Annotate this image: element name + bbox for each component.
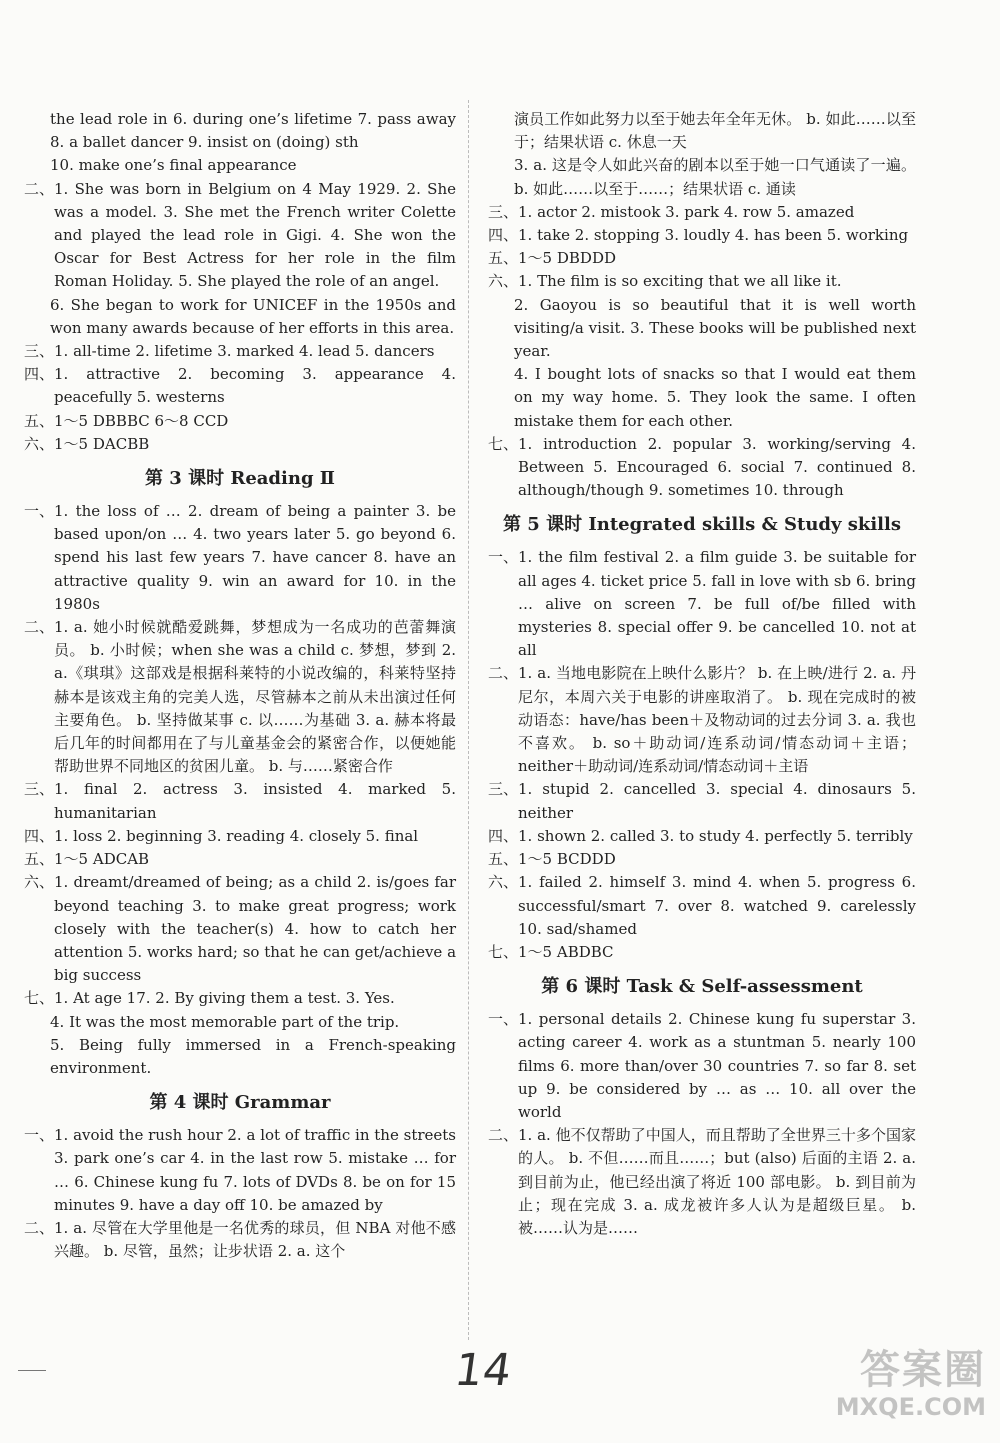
answer-row	[488, 433, 916, 503]
left-column	[24, 108, 456, 1263]
answer-text: 1～5 DBDDD	[518, 249, 616, 268]
watermark-url: MXQE.COM	[835, 1393, 986, 1421]
answer-text: 1～5 ABDBC	[518, 942, 614, 961]
answer-text: 1. At age 17. 2. By giving them a test. 3. Yes.	[54, 989, 395, 1008]
answer-text: 1. a. 当地电影院在上映什么影片？ b. 在上映/进行 2. a. 丹尼尔，本周六关于电影的讲座取消了。 b. 现在完成时的被动语态：have/has been＋及物动词的过去分词 3. a. 我也不喜欢。 b. so＋助动词/连系动词/情态动词＋主语；neither＋助动词/连系动词/情态动词＋主语	[518, 664, 916, 776]
answer-row	[488, 108, 916, 154]
answer-text: 1～5 DBBBC 6～8 CCD	[54, 411, 229, 430]
answer-text: 4. It was the most memorable part of the trip.	[50, 1012, 400, 1031]
watermark	[786, 1347, 986, 1429]
answer-row	[488, 1124, 916, 1240]
section-heading: 第 3 课时 Reading Ⅱ	[145, 468, 335, 490]
answer-row	[24, 410, 456, 433]
answer-row	[24, 433, 456, 456]
question-number: 五、	[24, 850, 55, 869]
answer-text: 1. failed 2. himself 3. mind 4. when 5. progress 6. successful/smart 7. over 8. watched 9. carelessly 10. sad/shamed	[518, 873, 916, 938]
answer-text: 1. shown 2. called 3. to study 4. perfectly 5. terribly	[518, 826, 913, 845]
question-number: 七、	[24, 989, 55, 1008]
answer-text: 1. all-time 2. lifetime 3. marked 4. lead 5. dancers	[54, 342, 435, 361]
answer-text: 1. avoid the rush hour 2. a lot of traffic in the streets 3. park one’s car 4. in the last row 5. mistake … for … 6. Chinese kung fu 7. lots of DVDs 8. be on for 15 minutes 9. have a day off 10. be amazed by	[54, 1126, 456, 1214]
answer-row	[24, 1011, 456, 1034]
answer-text: 1～5 ADCAB	[54, 850, 150, 869]
answer-row	[24, 848, 456, 871]
answer-text: 1. final 2. actress 3. insisted 4. marked 5. humanitarian	[54, 780, 456, 822]
question-number: 七、	[488, 434, 519, 453]
answer-row	[24, 616, 456, 778]
answer-row	[24, 500, 456, 616]
page-number: 14	[451, 1345, 515, 1396]
answer-row	[488, 1008, 916, 1124]
question-number: 二、	[24, 1218, 55, 1237]
answer-row	[488, 871, 916, 941]
question-number: 五、	[24, 411, 55, 430]
answer-row	[24, 1034, 456, 1080]
answer-text: 1. introduction 2. popular 3. working/serving 4. Between 5. Encouraged 6. social 7. continued 8. although/though 9. sometimes 10. through	[518, 434, 916, 500]
answer-row	[24, 871, 456, 987]
question-number: 一、	[488, 1010, 519, 1029]
answer-text: 10. make one’s final appearance	[50, 156, 297, 175]
section-heading: 第 5 课时 Integrated skills & Study skills	[503, 514, 901, 536]
answer-text: 1. The film is so exciting that we all like it.	[518, 272, 842, 291]
section-heading: 第 4 课时 Grammar	[149, 1092, 331, 1114]
answer-row	[488, 848, 916, 871]
column-divider	[468, 100, 469, 1340]
answer-text: 4. I bought lots of snacks so that I would eat them on my way home. 5. They look the same. I often mistake them for each other.	[514, 365, 916, 430]
answer-row	[488, 941, 916, 964]
answer-text: 1. personal details 2. Chinese kung fu superstar 3. acting career 4. work as a stuntman 5. nearly 100 films 6. more than/over 30 countries 7. so far 8. set up 9. be considered by … as … 10. all over the world	[518, 1010, 916, 1121]
answer-row	[24, 178, 456, 294]
answer-text: the lead role in 6. during one’s lifetime 7. pass away 8. a ballet dancer 9. insist on (doing) sth	[50, 110, 456, 152]
answer-row	[488, 201, 916, 224]
question-number: 一、	[24, 1126, 55, 1145]
watermark-logo: 答案圈	[860, 1347, 986, 1393]
answer-text: 1. a. 他不仅帮助了中国人，而且帮助了全世界三十多个国家的人。 b. 不但……而且……；but (also) 后面的主语 2. a. 到目前为止，他已经出演了将近 100 部电影。 b. 到目前为止；现在完成 3. a. 成龙被许多人认为是超级巨星。 b. 被……认为是……	[518, 1126, 916, 1237]
answer-row	[488, 294, 916, 364]
answer-text: 1. the loss of … 2. dream of being a painter 3. be based upon/on … 4. two years later 5. go beyond 6. spend his last few years 7. have cancer 8. have an attractive quality 9. win an award for 10. in the 1980s	[54, 502, 456, 613]
question-number: 六、	[488, 272, 519, 291]
question-number: 四、	[24, 826, 55, 845]
answer-text: 1. take 2. stopping 3. loudly 4. has been 5. working	[518, 226, 909, 245]
question-number: 三、	[488, 780, 519, 799]
answer-row	[24, 1124, 456, 1217]
question-number: 六、	[24, 434, 55, 453]
answer-row	[24, 363, 456, 409]
question-number: 一、	[24, 502, 55, 521]
right-column	[488, 108, 916, 1240]
question-number: 四、	[488, 226, 519, 245]
question-number: 五、	[488, 249, 519, 268]
answer-row	[24, 1217, 456, 1263]
question-number: 七、	[488, 942, 519, 961]
question-number: 三、	[24, 780, 55, 799]
answer-row	[24, 340, 456, 363]
answer-row	[488, 247, 916, 270]
answer-row	[24, 154, 456, 177]
answer-text: 1～5 DACBB	[54, 434, 150, 453]
question-number: 六、	[24, 873, 55, 892]
question-number: 四、	[24, 365, 55, 384]
answer-text: 1. She was born in Belgium on 4 May 1929. 2. She was a model. 3. She met the French writer Colette and played the lead role in Gigi. 4. She won the Oscar for Best Actress for her role in the film Roman Holiday. 5. She played the role of an angel.	[54, 179, 456, 291]
answer-text: 1. actor 2. mistook 3. park 4. row 5. amazed	[518, 202, 855, 221]
section-heading: 第 6 课时 Task & Self-assessment	[541, 976, 863, 998]
answer-row	[24, 778, 456, 824]
answer-text: 1. a. 尽管在大学里他是一名优秀的球员，但 NBA 对他不感兴趣。 b. 尽管，虽然；让步状语 2. a. 这个	[54, 1218, 456, 1261]
question-number: 二、	[488, 1126, 519, 1145]
answer-row	[24, 825, 456, 848]
answer-text: 1. attractive 2. becoming 3. appearance 4. peacefully 5. westerns	[54, 365, 456, 407]
question-number: 四、	[488, 826, 519, 845]
question-number: 三、	[488, 202, 519, 221]
question-number: 一、	[488, 548, 519, 567]
answer-row	[488, 662, 916, 778]
answer-row	[24, 108, 456, 154]
question-number: 二、	[488, 664, 519, 683]
answer-text: 5. Being fully immersed in a French-speaking environment.	[50, 1035, 456, 1077]
answer-row	[488, 363, 916, 433]
answer-text: 1. dreamt/dreamed of being; as a child 2. is/goes far beyond teaching 3. to make great progress; work closely with the teacher(s) 4. how to catch her attention 5. works hard; so that he can get/achieve a big success	[54, 873, 457, 985]
answer-text: 1. a. 她小时候就酷爱跳舞，梦想成为一名成功的芭蕾舞演员。 b. 小时候；when she was a child c. 梦想，梦到 2. a.《琪琪》这部戏是根据科莱特的小说改编的，科莱特坚持赫本是该戏主角的完美人选，尽管赫本之前从未出演过任何主要角色。 b. 坚持做某事 c. 以……为基础 3. a. 赫本将最后几年的时间都用在了与儿童基金会的紧密合作，以便她能帮助世界不同地区的贫困儿童。 b. 与……紧密合作	[54, 618, 456, 776]
answer-row	[488, 270, 916, 293]
question-number: 五、	[488, 850, 519, 869]
question-number: 六、	[488, 873, 519, 892]
question-number: 二、	[24, 179, 55, 198]
answer-text: 3. a. 这是令人如此兴奋的剧本以至于她一口气通读了一遍。 b. 如此……以至于……；结果状语 c. 通读	[514, 156, 916, 198]
answer-row	[488, 546, 916, 662]
corner-mark	[18, 1370, 46, 1371]
answer-text: 1. stupid 2. cancelled 3. special 4. dinosaurs 5. neither	[518, 780, 916, 822]
answer-text: 1～5 BCDDD	[518, 850, 616, 869]
answer-text: 1. loss 2. beginning 3. reading 4. closely 5. final	[54, 826, 419, 845]
question-number: 三、	[24, 342, 55, 361]
question-number: 二、	[24, 618, 55, 637]
answer-row	[488, 154, 916, 200]
answer-row	[488, 825, 916, 848]
answer-row	[24, 294, 456, 340]
answer-row	[488, 224, 916, 247]
answer-text: 演员工作如此努力以至于她去年全年无休。 b. 如此……以至于；结果状语 c. 休息一天	[514, 110, 916, 152]
answer-text: 1. the film festival 2. a film guide 3. be suitable for all ages 4. ticket price 5. fall in love with sb 6. bring … alive on screen 7. be full of/be filled with mysteries 8. special offer 9. be cancelled 10. not at all	[518, 548, 916, 660]
answer-row	[24, 987, 456, 1010]
answer-row	[488, 778, 916, 824]
answer-text: 2. Gaoyou is so beautiful that it is well worth visiting/a visit. 3. These books will be published next year.	[514, 295, 916, 361]
answer-text: 6. She began to work for UNICEF in the 1950s and won many awards because of her efforts in this area.	[50, 295, 456, 337]
